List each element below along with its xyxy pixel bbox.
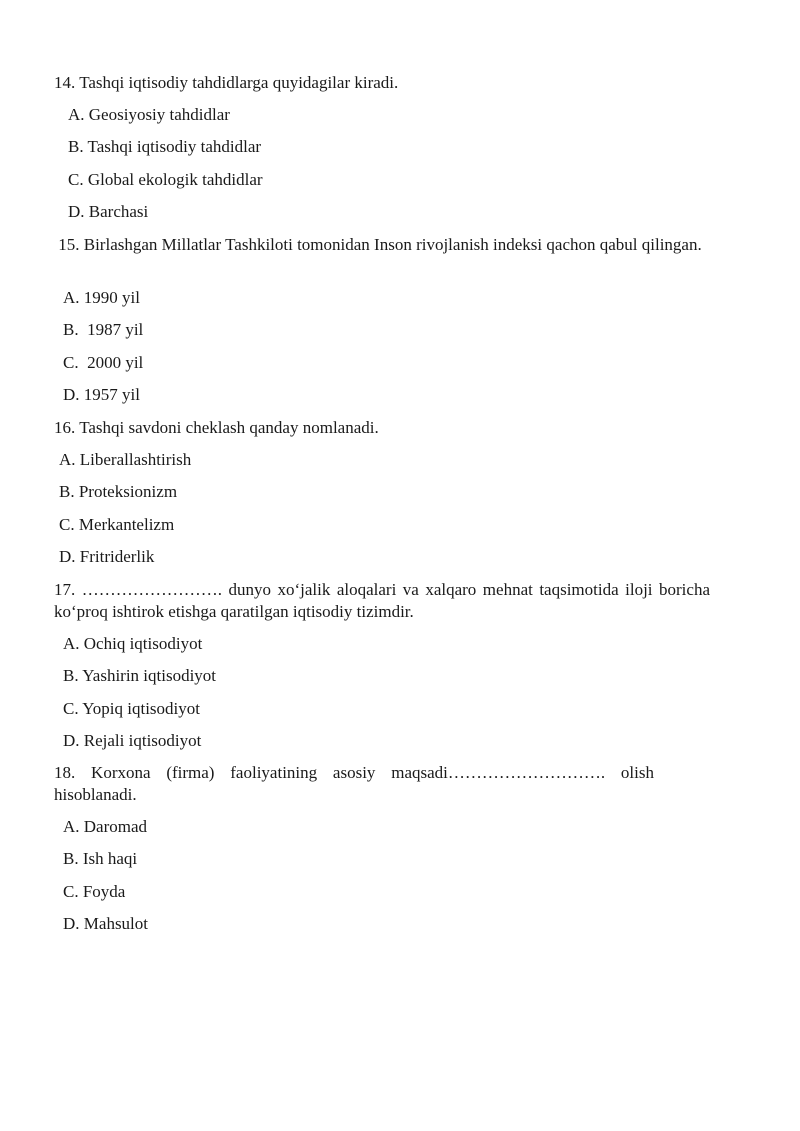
question-18-option-a: A. Daromad: [63, 817, 148, 836]
question-14-option-d: D. Barchasi: [68, 202, 149, 221]
question-15-option-b: B. 1987 yil: [63, 320, 144, 339]
question-14-option-c: C. Global ekologik tahdidlar: [68, 170, 263, 189]
question-15-option-c: C. 2000 yil: [63, 353, 144, 372]
question-15: 15. Birlashgan Millatlar Tashkiloti tomonidan Inson rivojlanish indeksi qachon qabul qilingan.: [54, 235, 702, 254]
question-15-option-d: D. 1957 yil: [63, 385, 140, 404]
question-17-option-d: D. Rejali iqtisodiyot: [63, 731, 202, 750]
question-18-option-c: C. Foyda: [63, 882, 126, 901]
question-18: 18. Korxona (firma) faoliyatining asosiy maqsadi………………………. olish hisoblanadi.: [54, 763, 654, 804]
question-18-option-d: D. Mahsulot: [63, 914, 148, 933]
question-15-option-a: A. 1990 yil: [63, 288, 140, 307]
question-14: 14. Tashqi iqtisodiy tahdidlarga quyidagilar kiradi.: [54, 73, 399, 92]
question-16-option-d: D. Fritriderlik: [59, 547, 155, 566]
question-14-option-a: A. Geosiyosiy tahdidlar: [68, 105, 230, 124]
question-18-option-b: B. Ish haqi: [63, 849, 138, 868]
question-16-option-b: B. Proteksionizm: [59, 482, 178, 501]
question-17-option-a: A. Ochiq iqtisodiyot: [63, 634, 203, 653]
question-16: 16. Tashqi savdoni cheklash qanday nomlanadi.: [54, 418, 379, 437]
question-17-option-c: C. Yopiq iqtisodiyot: [63, 699, 200, 718]
question-14-option-b: B. Tashqi iqtisodiy tahdidlar: [68, 137, 262, 156]
question-17-option-b: B. Yashirin iqtisodiyot: [63, 666, 217, 685]
question-16-option-c: C. Merkantelizm: [59, 515, 175, 534]
question-17: 17. ……………………. dunyo xo‘jalik aloqalari va xalqaro mehnat taqsimotida iloji boricha ko‘proq ishtirok etishga qaratilgan iqtisodiy tizimdir.: [54, 580, 710, 621]
question-16-option-a: A. Liberallashtirish: [59, 450, 192, 469]
